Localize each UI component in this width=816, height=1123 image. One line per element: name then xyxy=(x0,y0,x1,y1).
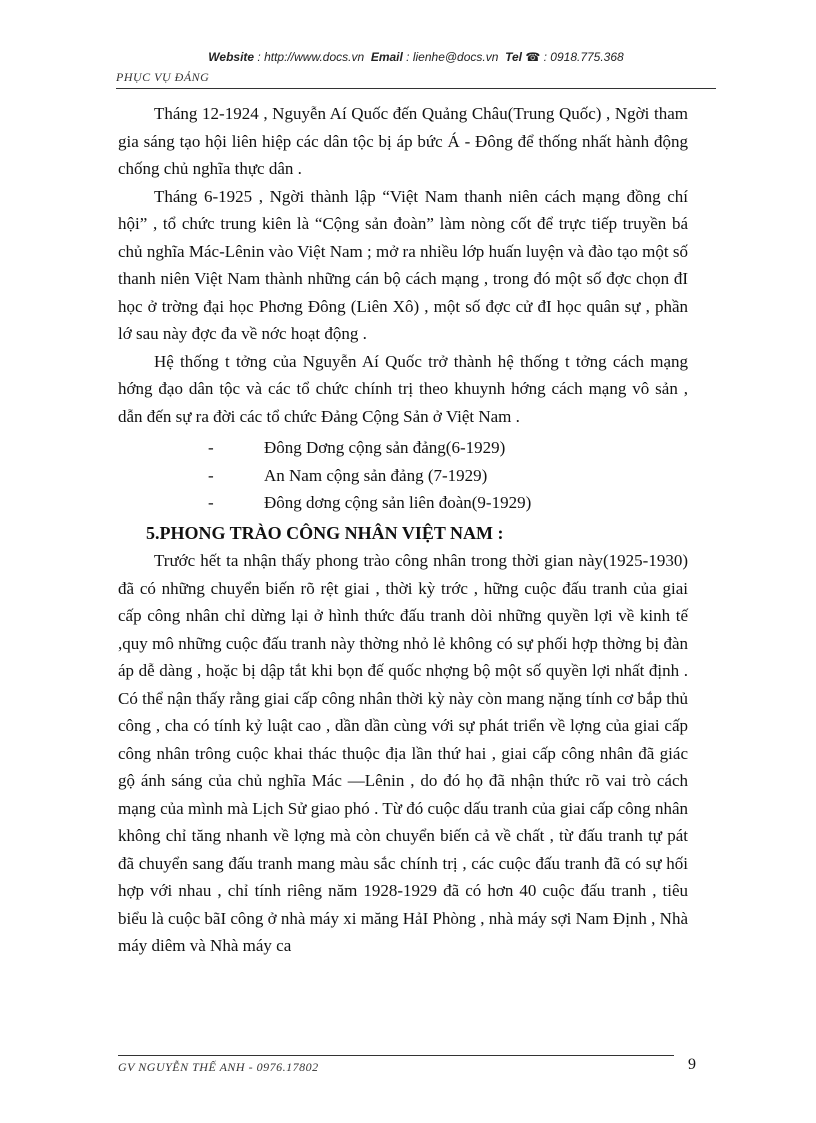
website-value: : http://www.docs.vn xyxy=(257,50,365,64)
document-body xyxy=(118,100,688,960)
email-value: : lienhe@docs.vn xyxy=(406,50,499,64)
header-subtitle: PHỤC VỤ ĐẢNG xyxy=(116,70,210,84)
paragraph: Tháng 6-1925 , Ngời thành lập “Việt Nam thanh niên cách mạng đồng chí hội” , tổ chức trung kiên là “Cộng sản đoàn” làm nòng cốt để trực tiếp truyền bá chủ nghĩa Mác-Lênin vào Việt Nam ; mở ra nhiều lớp huấn luyện và đào tạo một số thanh niên Việt Nam thành những cán bộ cách mạng , trong đó một số đợc chọn đI học ở trờng đại học Phơng Đông (Liên Xô) , một số đợc cử đI học quân sự , phần lớ sau này đợc đa về nớc hoạt động . xyxy=(118,186,688,343)
page-number: 9 xyxy=(688,1056,696,1073)
section-heading: 5.PHONG TRÀO CÔNG NHÂN VIỆT NAM : xyxy=(146,522,504,543)
phone-icon: ☎ xyxy=(525,50,541,64)
list-dash: - xyxy=(208,493,214,512)
tel-value: : 0918.775.368 xyxy=(543,50,624,64)
list-item-text: Đông dơng cộng sản liên đoàn(9-1929) xyxy=(264,493,532,512)
email-label: Email xyxy=(370,50,403,64)
list-item xyxy=(118,434,688,462)
header-divider xyxy=(116,88,716,89)
tel-label: Tel xyxy=(505,50,522,64)
page-header xyxy=(118,50,714,64)
list-item-text: An Nam cộng sản đảng (7-1929) xyxy=(264,465,488,485)
list-item-text: Đông Dơng cộng sản đảng(6-1929) xyxy=(264,438,506,457)
list-item xyxy=(118,489,688,517)
list-dash: - xyxy=(208,438,214,457)
section-paragraph: Trước hết ta nhận thấy phong trào công nhân trong thời gian này(1925-1930) đã có những chuyển biến rõ rệt giai , thời kỳ trớc , hững cuộc đấu tranh của giai cấp công nhân chỉ dừng lại ở hình thức đấu tranh dòi những quyền lợi về kinh tế ,quy mô những cuộc đấu tranh này thờng nhỏ lẻ không có sự phối hợp thờng bị đàn áp dễ dàng , hoặc bị dập tắt khi bọn đế quốc nhợng bộ một số quyền lợi nhất định . Có thể nận thấy rằng giai cấp công nhân thời kỳ này còn mang nặng tính cơ bắp thủ công , cha có tính kỷ luật cao , dần dần cùng với sự phát triển về lợng của giai cấp công nhân trông cuộc khai thác thuộc địa lần thứ hai , giai cấp công nhân đã giác gộ ánh sáng của chủ nghĩa Mác —Lênin , do đó họ đã nhận thức rõ vai trò cách mạng của mình mà Lịch Sử giao phó . Từ đó cuộc dấu tranh của giai cấp công nhân không chỉ tăng nhanh về lợng mà còn chuyển biến cả về chất , từ đấu tranh tự pát đã chuyển sang đấu tranh mang màu sắc chính trị , các cuộc đấu tranh đã có sự hối hợp với nhau , chỉ tính riêng năm 1928-1929 đã có hơn 40 cuộc đấu tranh , tiêu biểu là cuộc bãI công ở nhà máy xi măng HảI Phòng , nhà máy sợi Nam Định , Nhà máy diêm và Nhà máy ca xyxy=(118,551,688,955)
list-dash: - xyxy=(208,465,214,485)
list-item xyxy=(118,462,688,490)
paragraph: Tháng 12-1924 , Nguyễn Aí Quốc đến Quảng Châu(Trung Quốc) , Ngời tham gia sáng tạo hội liên hiệp các dân tộc bị áp bức Á - Đông để thống nhất hành động chống chủ nghĩa thực dân . xyxy=(118,104,688,178)
paragraph: Hệ thống t tởng của Nguyễn Aí Quốc trở thành hệ thống t tởng cách mạng hớng đạo dân tộc và các tổ chức chính trị theo khuynh hớng cách mạng vô sản , dẫn đến sự ra đời các tổ chức Đảng Cộng Sản ở Việt Nam . xyxy=(118,351,688,426)
footer-text: GV NGUYỄN THẾ ANH - 0976.17802 xyxy=(118,1060,319,1074)
party-list xyxy=(118,434,688,517)
website-label: Website xyxy=(208,50,255,64)
footer-divider xyxy=(118,1055,674,1056)
